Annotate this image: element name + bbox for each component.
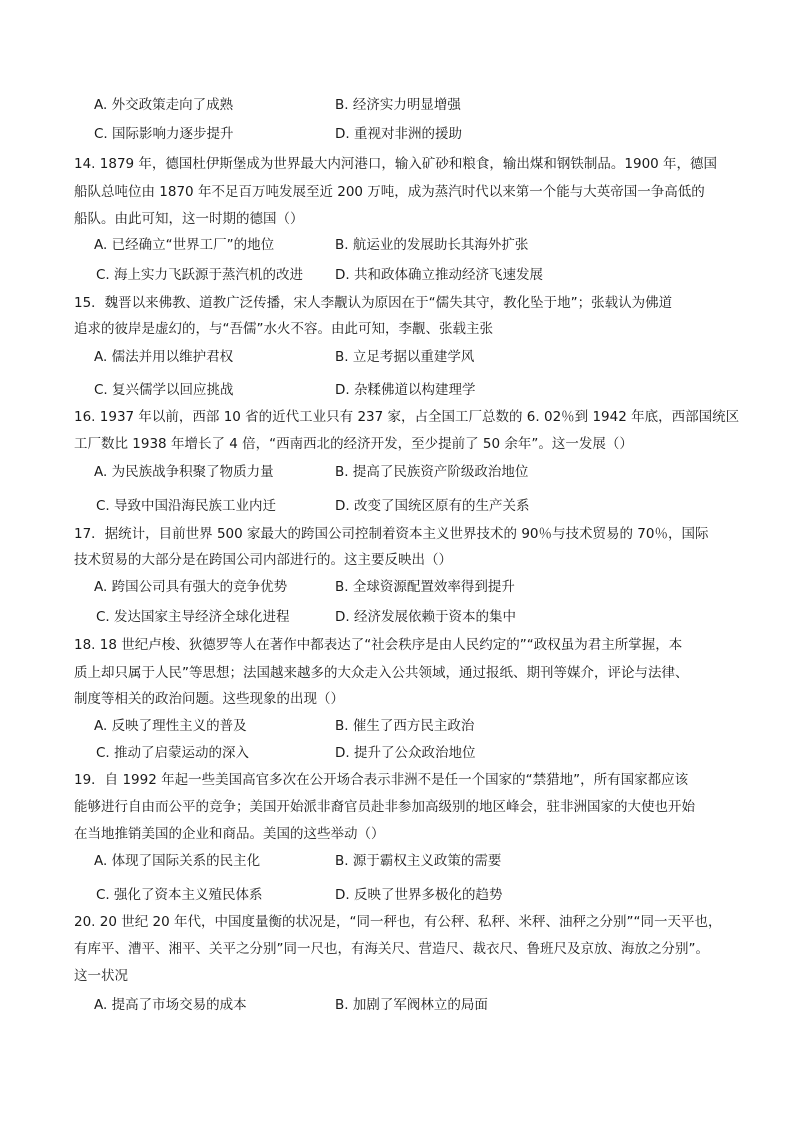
q19-option-d: D. 反映了世界多极化的趋势 <box>335 887 503 903</box>
q17-option-d: D. 经济发展依赖于资本的集中 <box>335 609 516 625</box>
q13-option-a: A. 外交政策走向了成熟 <box>94 97 234 113</box>
q15-option-c: C. 复兴儒学以回应挑战 <box>94 382 234 398</box>
q15-stem-line-1: 15．魏晋以来佛教、道教广泛传播，宋人李觏认为原因在于“儒失其守，教化坠于地”；张载认为佛道 <box>74 295 673 311</box>
q18-stem-line-3: 制度等相关的政治问题。这些现象的出现（） <box>74 691 344 707</box>
q16-option-a: A. 为民族战争积聚了物质力量 <box>94 464 274 480</box>
q19-stem-line-1: 19．自 1992 年起一些美国高官多次在公开场合表示非洲不是任一个国家的“禁猎地”，所有国家都应该 <box>74 772 689 788</box>
q14-option-d: D. 共和政体确立推动经济飞速发展 <box>335 267 543 283</box>
q15-option-d: D. 杂糅佛道以构建理学 <box>335 382 476 398</box>
q18-stem-line-2: 质上却只属于人民”等思想；法国越来越多的大众走入公共领域，通过报纸、期刊等媒介，评论与法律、 <box>74 665 689 681</box>
q13-option-c: C. 国际影响力逐步提升 <box>94 126 234 142</box>
q14-stem-line-3: 船队。由此可知，这一时期的德国（） <box>74 211 304 227</box>
q15-stem-line-2: 追求的彼岸是虚幻的，与“吾儒”水火不容。由此可知，李觏、张载主张 <box>74 321 493 337</box>
q16-option-b: B. 提高了民族资产阶级政治地位 <box>335 464 529 480</box>
q20-option-b: B. 加剧了军阀林立的局面 <box>335 997 488 1013</box>
q19-option-c: C. 强化了资本主义殖民体系 <box>96 887 263 903</box>
q20-stem-line-1: 20. 20 世纪 20 年代，中国度量衡的状况是，“同一秤也，有公秤、私秤、米秤、油秤之分别”“同一天平也， <box>74 914 722 930</box>
q13-option-b: B. 经济实力明显增强 <box>335 97 461 113</box>
q16-option-d: D. 改变了国统区原有的生产关系 <box>335 498 530 514</box>
q14-stem-line-1: 14. 1879 年，德国杜伊斯堡成为世界最大内河港口，输入矿砂和粮食，输出煤和钢铁制品。1900 年，德国 <box>74 156 718 172</box>
q16-stem-line-1: 16. 1937 年以前，西部 10 省的近代工业只有 237 家，占全国工厂总数的 6. 02％到 1942 年底，西部国统区 <box>74 409 740 425</box>
q18-option-a: A. 反映了理性主义的普及 <box>94 718 247 734</box>
q17-stem-line-1: 17．据统计，目前世界 500 家最大的跨国公司控制着资本主义世界技术的 90％与技术贸易的 70％，国际 <box>74 526 709 542</box>
q14-option-a: A. 已经确立“世界工厂”的地位 <box>94 237 275 253</box>
q14-stem-line-2: 船队总吨位由 1870 年不足百万吨发展至近 200 万吨，成为蒸汽时代以来第一个能与大英帝国一争高低的 <box>74 184 705 200</box>
q13-option-d: D. 重视对非洲的援助 <box>335 126 462 142</box>
q17-option-a: A. 跨国公司具有强大的竞争优势 <box>94 579 288 595</box>
q16-stem-line-2: 工厂数比 1938 年增长了 4 倍，“西南西北的经济开发，至少提前了 50 余年”。这一发展（） <box>74 436 633 452</box>
q19-option-b: B. 源于霸权主义政策的需要 <box>335 853 502 869</box>
q17-option-b: B. 全球资源配置效率得到提升 <box>335 579 515 595</box>
q19-stem-line-3: 在当地推销美国的企业和商品。美国的这些举动（） <box>74 826 385 842</box>
q20-stem-line-2: 有库平、漕平、湘平、关平之分别”同一尺也，有海关尺、营造尺、裁衣尺、鲁班尺及京放、海放之分别”。 <box>74 941 709 957</box>
q18-stem-line-1: 18. 18 世纪卢梭、狄德罗等人在著作中都表达了“社会秩序是由人民约定的”“政权虽为君主所掌握，本 <box>74 637 683 653</box>
q14-option-c: C. 海上实力飞跃源于蒸汽机的改进 <box>96 267 304 283</box>
q19-stem-line-2: 能够进行自由而公平的竞争；美国开始派非裔官员赴非参加高级别的地区峰会，驻非洲国家的大使也开始 <box>74 799 695 815</box>
q17-option-c: C. 发达国家主导经济全球化进程 <box>96 609 290 625</box>
q17-stem-line-2: 技术贸易的大部分是在跨国公司内部进行的。这主要反映出（） <box>74 552 452 568</box>
q18-option-b: B. 催生了西方民主政治 <box>335 718 475 734</box>
q15-option-a: A. 儒法并用以维护君权 <box>94 349 234 365</box>
q18-option-c: C. 推动了启蒙运动的深入 <box>96 745 250 761</box>
q19-option-a: A. 体现了国际关系的民主化 <box>94 853 261 869</box>
q20-stem-line-3: 这一状况 <box>74 968 128 984</box>
q16-option-c: C. 导致中国沿海民族工业内迁 <box>96 498 277 514</box>
q14-option-b: B. 航运业的发展助长其海外扩张 <box>335 237 529 253</box>
q18-option-d: D. 提升了公众政治地位 <box>335 745 476 761</box>
q15-option-b: B. 立足考据以重建学风 <box>335 349 475 365</box>
q20-option-a: A. 提高了市场交易的成本 <box>94 997 247 1013</box>
